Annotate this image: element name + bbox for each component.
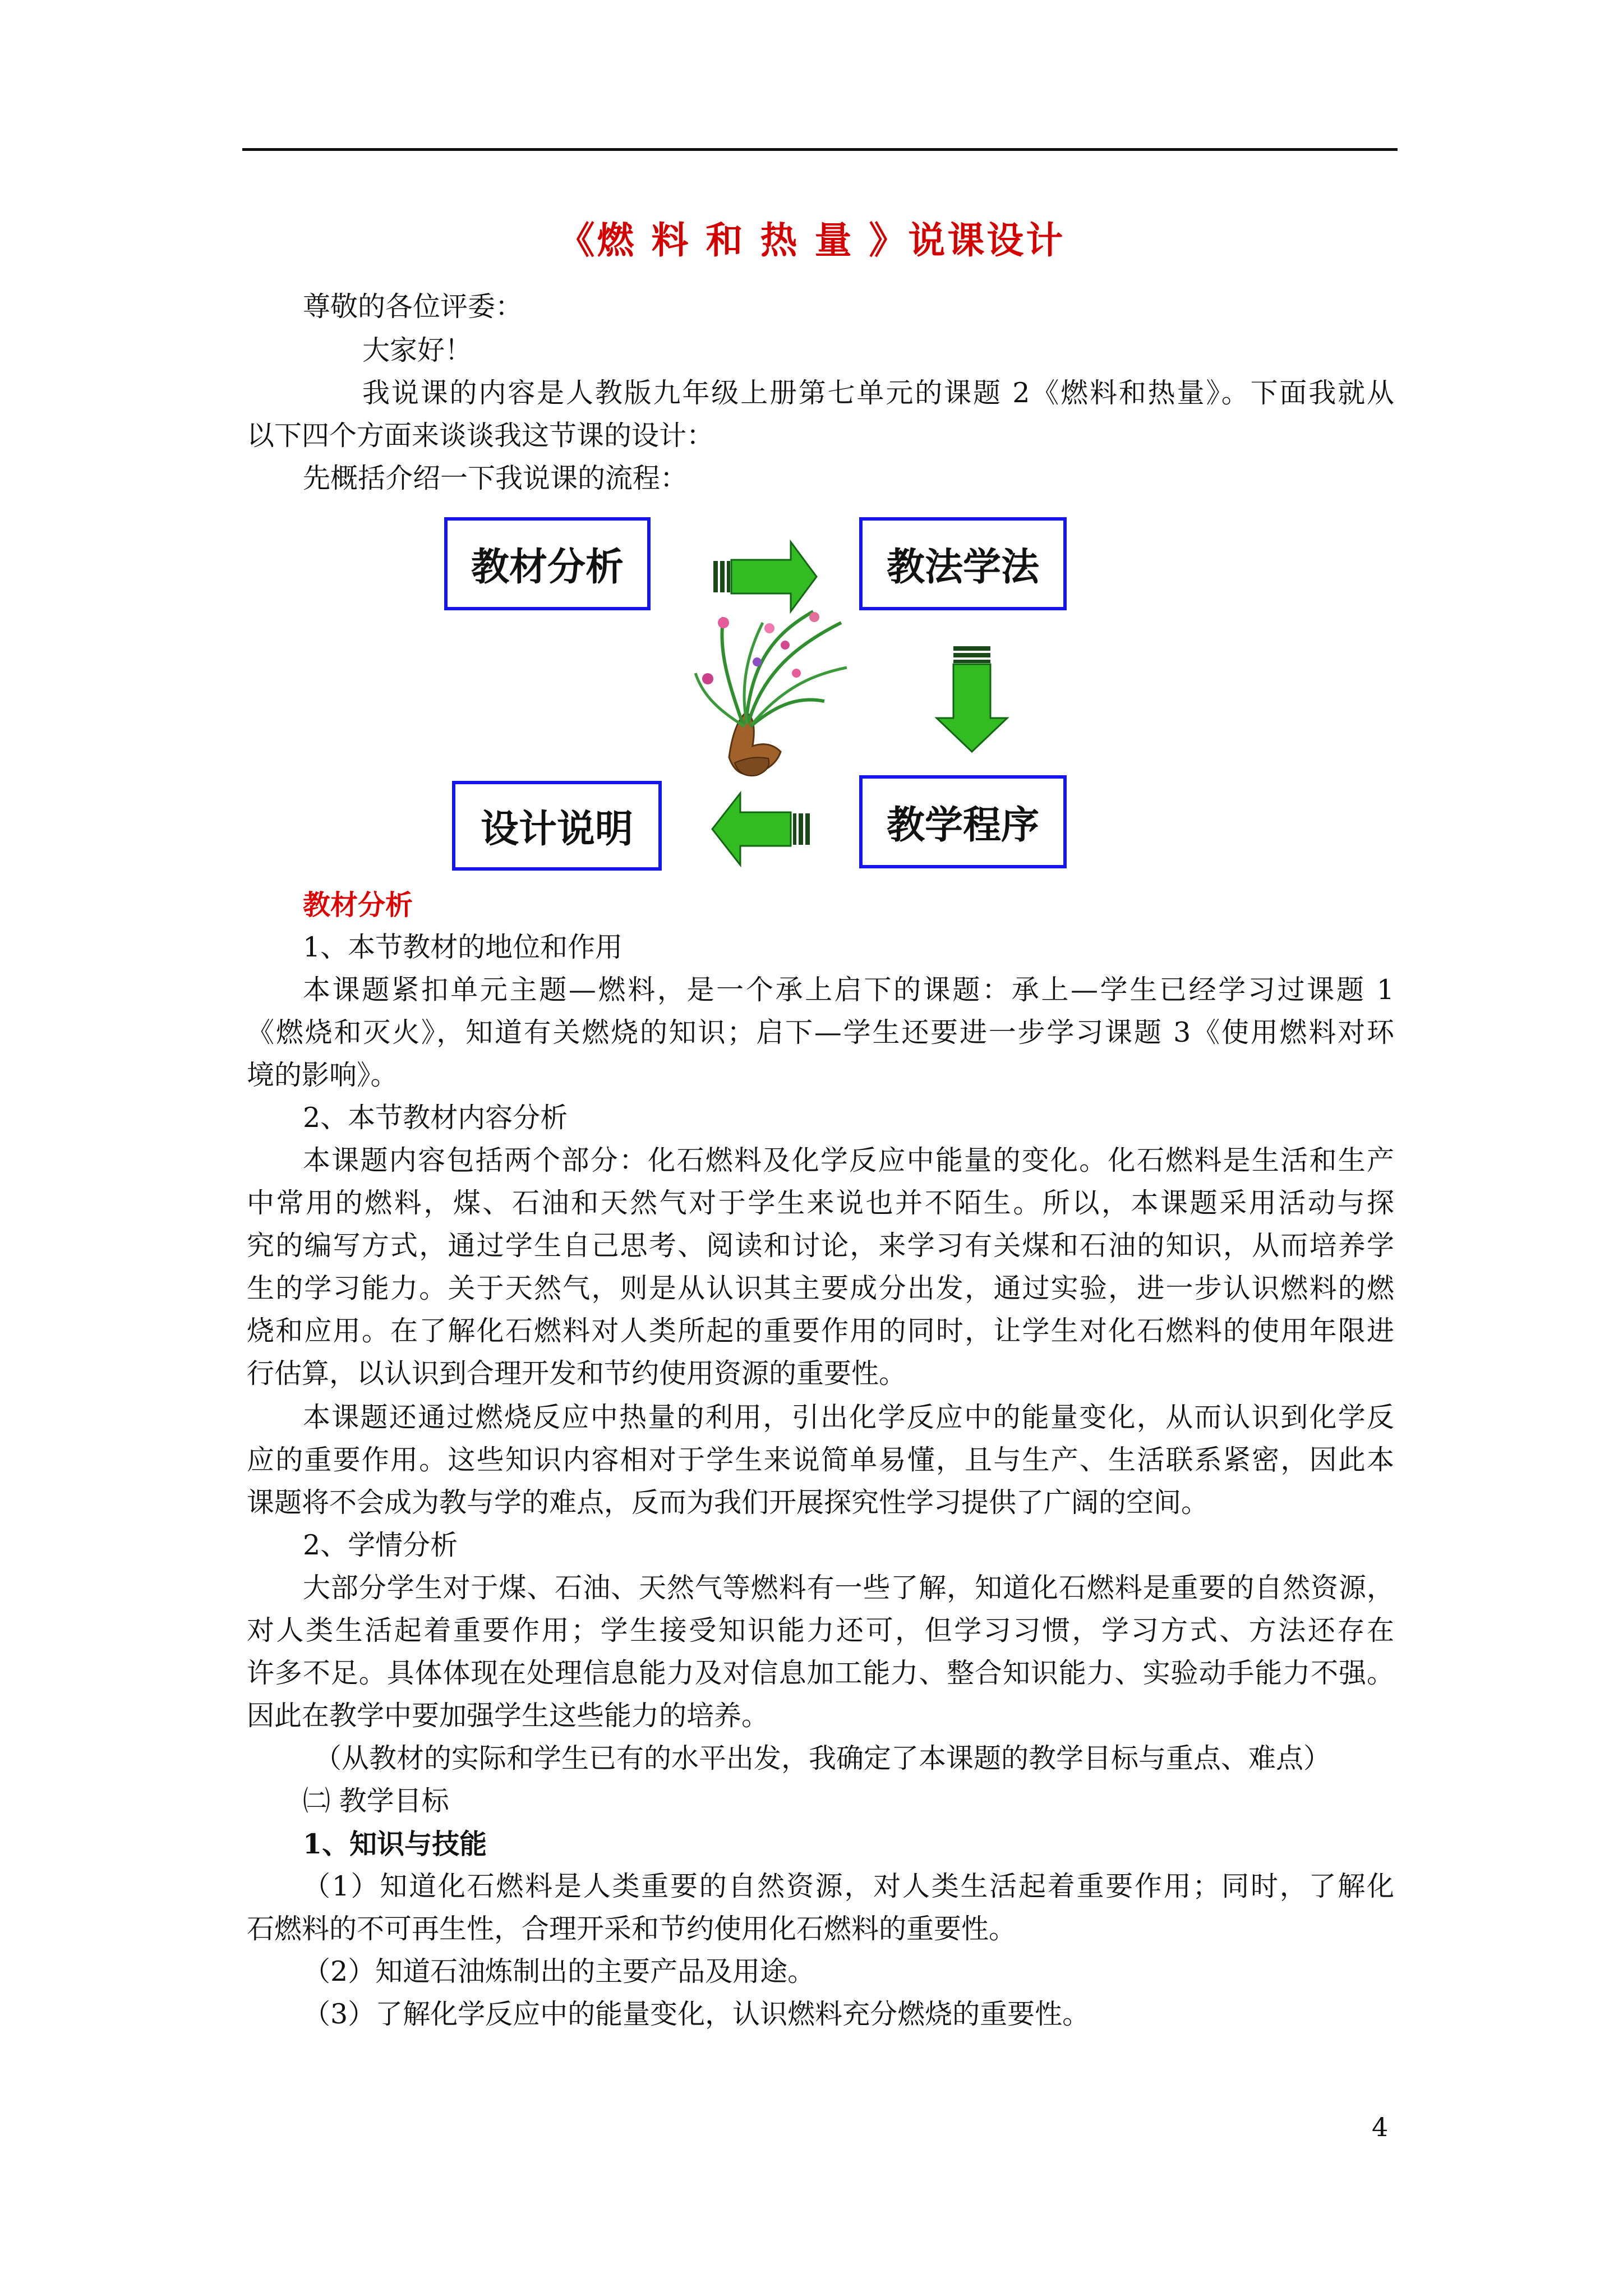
- s2-p2-line-1: 本课题还通过燃烧反应中热量的利用，引出化学反应中的能量变化，从而认识到化学反: [303, 1401, 1394, 1433]
- s3-line-1: 大部分学生对于煤、石油、天然气等燃料有一些了解，知道化石燃料是重要的自然资源，: [303, 1572, 1394, 1604]
- ks-item-1-line-1: （1）知道化石燃料是人类重要的自然资源，对人类生活起着重要作用；同时，了解化: [303, 1870, 1394, 1902]
- s2-p1-line-4: 生的学习能力。关于天然气，则是从认识其主要成分出发，通过实验，进一步认识燃料的燃: [247, 1272, 1394, 1304]
- s3-line-4: 因此在教学中要加强学生这些能力的培养。: [247, 1700, 769, 1732]
- s2-title: 2、本节教材内容分析: [303, 1102, 568, 1134]
- arrow-down-icon: [937, 646, 1007, 752]
- s2-p1-line-5: 烧和应用。在了解化石燃料对人类所起的重要作用的同时，让学生对化石燃料的使用年限进: [247, 1315, 1394, 1347]
- goal-title: ㈡ 教学目标: [303, 1785, 449, 1817]
- flow-box-design-notes: 设计说明: [452, 781, 662, 871]
- s2-p1-line-3: 究的编写方式，通过学生自己思考、阅读和讨论，来学习有关煤和石油的知识，从而培养学: [247, 1230, 1394, 1262]
- ks-item-3: （3）了解化学反应中的能量变化，认识燃料充分燃烧的重要性。: [303, 1998, 1090, 2030]
- s1-line-1: 本课题紧扣单元主题—燃料，是一个承上启下的课题：承上—学生已经学习过课题 1: [303, 974, 1394, 1006]
- section-heading: 教材分析: [303, 889, 413, 921]
- ks-item-2: （2）知道石油炼制出的主要产品及用途。: [303, 1955, 815, 1987]
- page-number: 4: [1372, 2112, 1389, 2142]
- ks-item-1-line-2: 石燃料的不可再生性，合理开采和节约使用化石燃料的重要性。: [247, 1913, 1017, 1945]
- intro-line-1: 我说课的内容是人教版九年级上册第七单元的课题 2《燃料和热量》。下面我就从: [362, 377, 1394, 409]
- s2-p1-line-2: 中常用的燃料，煤、石油和天然气对于学生来说也并不陌生。所以，本课题采用活动与探: [247, 1187, 1394, 1219]
- s1-line-3: 境的影响》。: [247, 1059, 398, 1091]
- flow-diagram: [0, 0, 1623, 909]
- flow-box-teaching-methods: 教法学法: [859, 517, 1067, 610]
- ks-title: 1、知识与技能: [303, 1828, 487, 1860]
- s2-p2-line-2: 应的重要作用。这些知识内容相对于学生来说简单易懂，且与生产、生活联系紧密，因此本: [247, 1444, 1394, 1476]
- page-title: 《燃 料 和 热 量 》说课设计: [557, 218, 1066, 262]
- hello: 大家好！: [362, 334, 473, 366]
- flow-box-textbook-analysis: 教材分析: [444, 517, 651, 610]
- flow-intro: 先概括介绍一下我说课的流程：: [303, 462, 688, 494]
- s2-p1-line-6: 行估算，以认识到合理开发和节约使用资源的重要性。: [247, 1358, 907, 1389]
- orchid-plant-icon: [695, 611, 847, 776]
- s3-line-3: 许多不足。具体体现在处理信息能力及对信息加工能力、整合知识能力、实验动手能力不强。: [247, 1657, 1394, 1689]
- greeting: 尊敬的各位评委：: [303, 291, 523, 323]
- arrow-right-icon: [713, 542, 817, 611]
- s2-p1-line-1: 本课题内容包括两个部分：化石燃料及化学反应中能量的变化。化石燃料是生活和生产: [303, 1144, 1394, 1176]
- s3-line-2: 对人类生活起着重要作用；学生接受知识能力还可，但学习习惯，学习方式、方法还存在: [247, 1614, 1394, 1646]
- flow-box-teaching-procedure: 教学程序: [859, 775, 1067, 868]
- intro-line-2: 以下四个方面来谈谈我这节课的设计：: [247, 420, 714, 452]
- note: （从教材的实际和学生已有的水平出发，我确定了本课题的教学目标与重点、难点）: [314, 1742, 1331, 1774]
- s3-title: 2、学情分析: [303, 1529, 458, 1561]
- s1-title: 1、本节教材的地位和作用: [303, 931, 623, 963]
- s2-p2-line-3: 课题将不会成为教与学的难点，反而为我们开展探究性学习提供了广阔的空间。: [247, 1487, 1209, 1519]
- arrow-left-icon: [712, 793, 810, 865]
- s1-line-2: 《燃烧和灭火》，知道有关燃烧的知识；启下—学生还要进一步学习课题 3《使用燃料对环: [247, 1016, 1394, 1048]
